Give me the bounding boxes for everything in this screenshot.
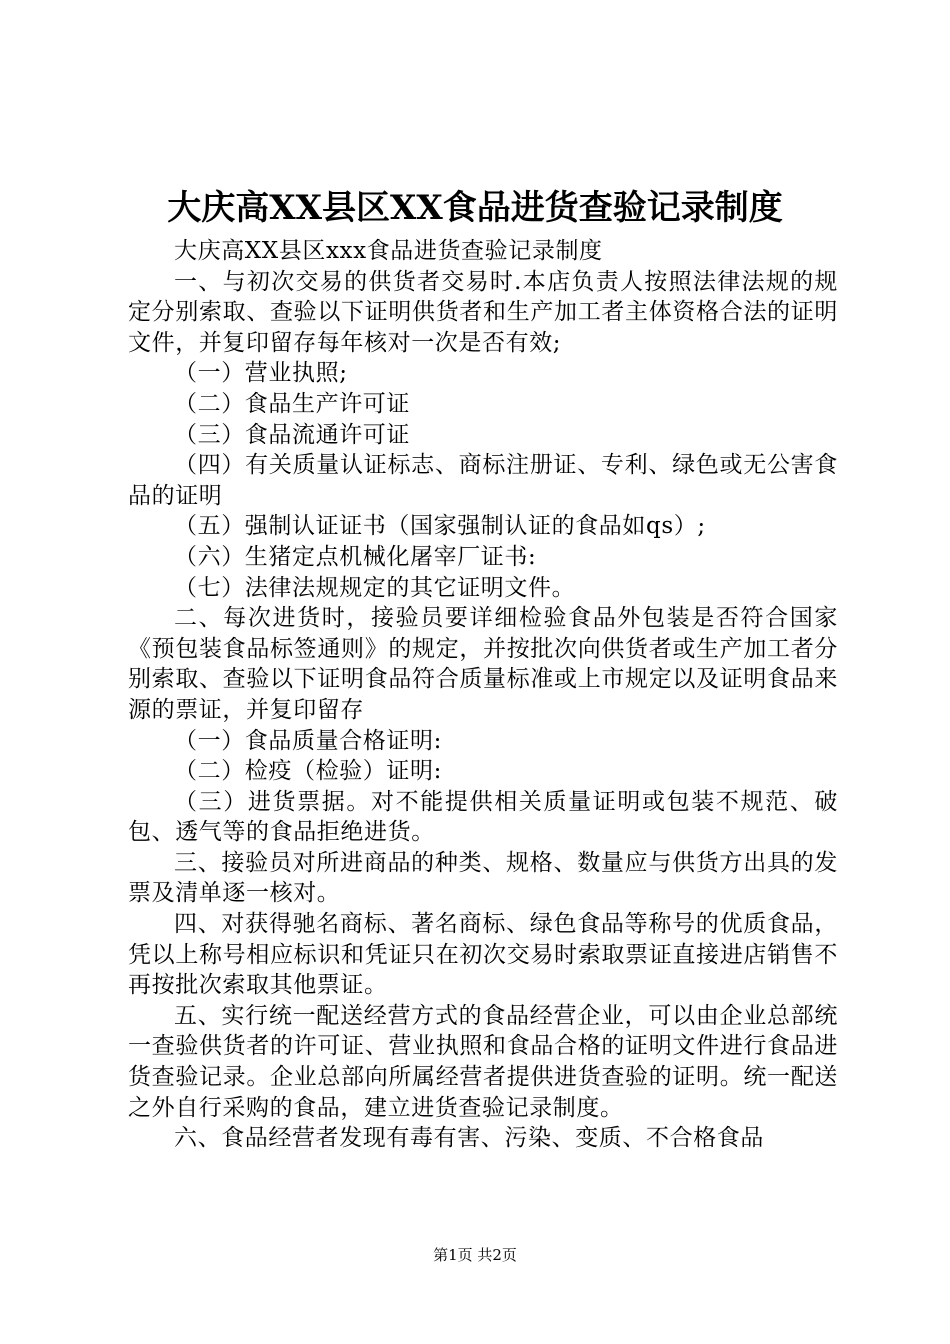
list-item: （六）生猪定点机械化屠宰厂证书: (174, 543, 537, 570)
paragraph-section-3: 三、接验员对所进商品的种类、规格、数量应与供货方出具的发票及清单逐一核对。 (128, 849, 838, 907)
paragraph-subtitle: 大庆高XX县区xxx食品进货查验记录制度 (174, 238, 603, 264)
list-item: （二）食品生产许可证 (174, 390, 410, 417)
list-item: （二）检疫（检验）证明: (174, 758, 442, 785)
document-title: 大庆高XX县区XX食品进货查验记录制度 (167, 188, 783, 228)
document-body (128, 236, 838, 1154)
page-footer: 第1页 共2页 (433, 1246, 517, 1264)
list-item: （七）法律法规规定的其它证明文件。 (174, 574, 576, 601)
list-item: （三）食品流通许可证 (174, 421, 410, 448)
list-item: （一）食品质量合格证明: (174, 727, 442, 754)
list-item: （五）强制认证证书（国家强制认证的食品如qs）; (174, 513, 706, 540)
list-item: （四）有关质量认证标志、商标注册证、专利、绿色或无公害食品的证明 (128, 452, 838, 509)
list-item: （三）进货票据。对不能提供相关质量证明或包装不规范、破包、透气等的食品拒绝进货。 (128, 788, 838, 846)
paragraph-section-2: 二、每次进货时，接验员要详细检验食品外包装是否符合国家《预包装食品标签通则》的规定，并按批次向供货者或生产加工者分别索取、查验以下证明食品符合质量标准或上市规定以及证明食品来源的票证，并复印留存 (128, 605, 838, 723)
paragraph-section-1: 一、与初次交易的供货者交易时.本店负责人按照法律法规的规定分别索取、查验以下证明供货者和生产加工者主体资格合法的证明文件，并复印留存每年核对一次是否有效; (128, 268, 838, 356)
paragraph-section-4: 四、对获得驰名商标、著名商标、绿色食品等称号的优质食品，凭以上称号相应标识和凭证只在初次交易时索取票证直接进店销售不再按批次索取其他票证。 (128, 911, 838, 999)
list-item: （一）营业执照; (174, 360, 348, 387)
paragraph-section-5: 五、实行统一配送经营方式的食品经营企业，可以由企业总部统一查验供货者的许可证、营业执照和食品合格的证明文件进行食品进货查验记录。企业总部向所属经营者提供进货查验的证明。统一配送之外自行采购的食品，建立进货查验记录制度。 (128, 1002, 838, 1121)
paragraph-section-6: 六、食品经营者发现有毒有害、污染、变质、不合格食品 (174, 1125, 764, 1152)
